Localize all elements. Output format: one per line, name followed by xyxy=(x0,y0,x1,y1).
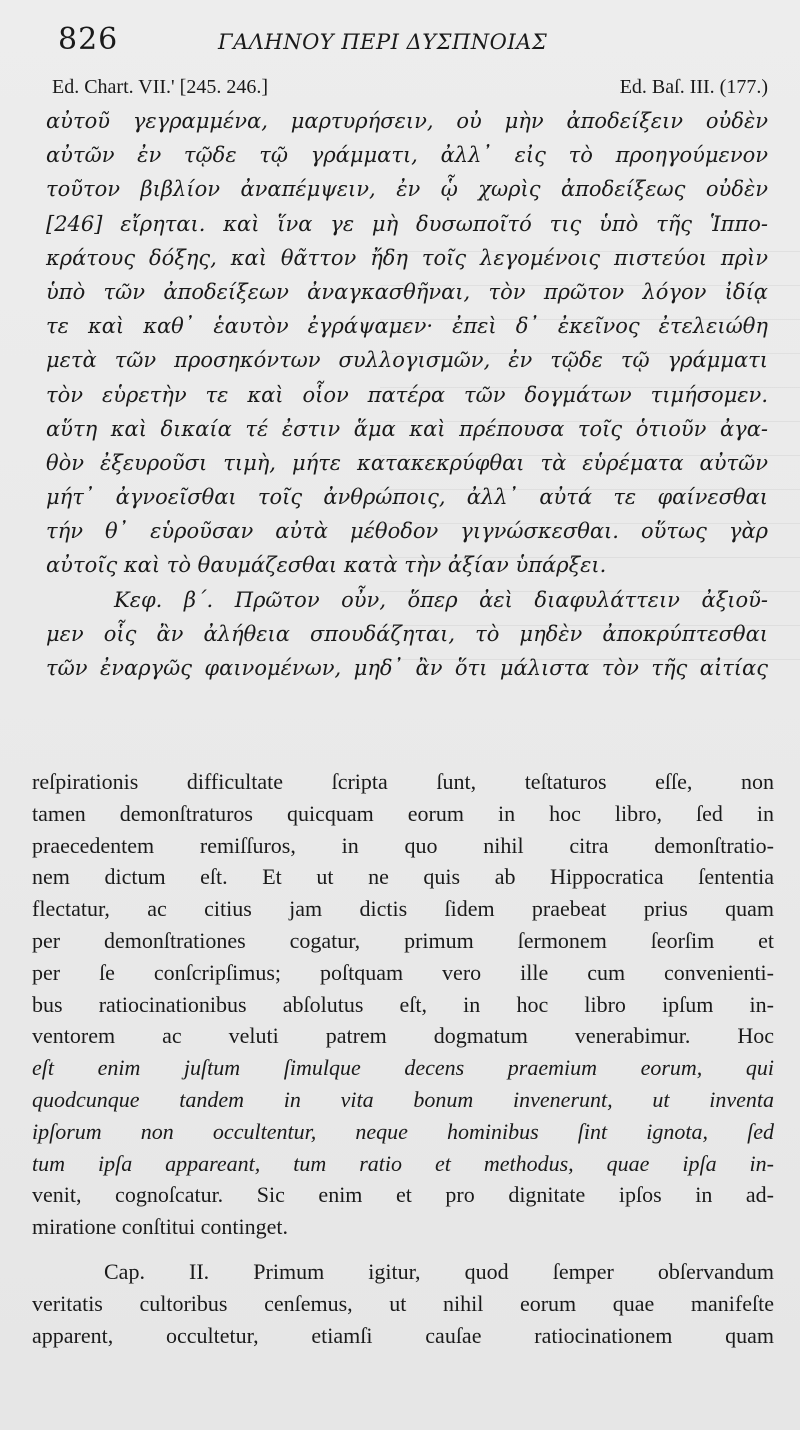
paragraph-gap xyxy=(32,1243,774,1256)
latin-line: apparent, occultetur, etiamſi cauſae ratiocinationem quam xyxy=(32,1322,774,1348)
latin-italic-line: tum ipſa appareant, tum ratio et methodus, quae ipſa in- xyxy=(32,1150,774,1176)
greek-line: τε καὶ καθ᾽ ἑαυτὸν ἐγράψαμεν· ἐπεὶ δ᾽ ἐκεῖνος ἐτελειώθη xyxy=(46,314,768,339)
latin-line: praecedentem remiſſuros, in quo nihil citra demonſtratio- xyxy=(32,832,774,858)
greek-line: τῶν ἐναργῶς φαινομένων, μηδ᾽ ἂν ὅτι μάλιστα τὸν τῆς αἰτίας xyxy=(46,656,768,680)
latin-line: per demonſtrationes cogatur, primum ſermonem ſeorſim et xyxy=(32,927,774,953)
greek-line: αὕτη καὶ δικαία τέ ἐστιν ἅμα καὶ πρέπουσα τοῖς ὁτιοῦν ἀγα- xyxy=(46,416,768,441)
edition-reference-left: Ed. Chart. VII.' [245. 246.] xyxy=(52,76,268,98)
latin-line: reſpirationis difficultate ſcripta ſunt, teſtaturos eſſe, non xyxy=(32,769,774,794)
greek-line: μετὰ τῶν προσηκόντων συλλογισμῶν, ἐν τῷδε τῷ γράμματι xyxy=(46,348,768,373)
latin-line: bus ratiocinationibus abſolutus eſt, in hoc libro ipſum in- xyxy=(32,991,774,1017)
latin-line: flectatur, ac citius jam dictis ſidem praebeat prius quam xyxy=(32,896,774,922)
greek-line: [246] εἴρηται. καὶ ἵνα γε μὴ δυσωποῖτό τις ὑπὸ τῆς Ἱππο- xyxy=(46,211,768,236)
latin-line: miratione conſtitui continget. xyxy=(32,1214,288,1240)
greek-line: κράτους δόξης, καὶ θᾶττον ἤδη τοῖς λεγομένοις πιστεύοι πρὶν xyxy=(46,245,768,270)
latin-line: per ſe conſcripſimus; poſtquam vero ille cum convenienti- xyxy=(32,959,774,985)
greek-line: αὐτοῦ γεγραμμένα, μαρτυρήσειν, οὐ μὴν ἀποδείξειν οὐδὲν xyxy=(46,109,768,133)
greek-text-block xyxy=(46,104,768,685)
latin-italic-line: ipſorum non occultentur, neque hominibus ſint ignota, ſed xyxy=(32,1118,774,1144)
latin-line: venit, cognoſcatur. Sic enim et pro dignitate ipſos in ad- xyxy=(32,1182,774,1208)
latin-line: tamen demonſtraturos quicquam eorum in hoc libro, ſed in xyxy=(32,800,774,826)
greek-line: αὐτῶν ἐν τῷδε τῷ γράμματι, ἀλλ᾽ εἰς τὸ προηγούμενον xyxy=(46,143,768,168)
greek-line: θὸν ἐξευροῦσι τιμὴ, μήτε κατακεκρύφθαι τὰ εὑρέματα αὐτῶν xyxy=(46,450,768,475)
latin-italic-line: quodcunque tandem in vita bonum invenerunt, ut inventa xyxy=(32,1086,774,1112)
greek-line: τήν θ᾽ εὑροῦσαν αὐτὰ μέθοδον γιγνώσκεσθαι. οὕτως γὰρ xyxy=(46,519,768,544)
latin-line: veritatis cultoribus cenſemus, ut nihil eorum quae manifeſte xyxy=(32,1290,774,1316)
latin-chapter-heading-line: Cap. II. Primum igitur, quod ſemper obſervandum xyxy=(104,1258,774,1284)
latin-line: ventorem ac veluti patrem dogmatum venerabimur. Hoc xyxy=(32,1023,774,1049)
latin-text-block xyxy=(32,766,774,1351)
running-title: ΓΑΛΗΝΟΥ ΠΕΡΙ ΔΥΣΠΝΟΙΑΣ xyxy=(218,30,548,54)
edition-reference-right: Ed. Baſ. III. (177.) xyxy=(619,76,768,98)
greek-chapter-heading-line: Κεφ. β΄. Πρῶτον οὖν, ὅπερ ἀεὶ διαφυλάττειν ἀξιοῦ- xyxy=(114,587,768,612)
greek-line: μεν οἷς ἂν ἀλήθεια σπουδάζηται, τὸ μηδὲν ἀποκρύπτεσθαι xyxy=(46,621,768,646)
greek-line: αὐτοῖς καὶ τὸ θαυμάζεσθαι κατὰ τὴν ἀξίαν ὑπάρξει. xyxy=(46,553,607,578)
page-number: 826 xyxy=(58,22,119,57)
greek-line: τοῦτον βιβλίον ἀναπέμψειν, ἐν ᾧ χωρὶς ἀποδείξεως οὐδὲν xyxy=(46,177,768,202)
latin-italic-line: eſt enim juſtum ſimulque decens praemium eorum, qui xyxy=(32,1055,774,1081)
greek-line: μήτ᾽ ἀγνοεῖσθαι τοῖς ἀνθρώποις, ἀλλ᾽ αὐτά τε φαίνεσθαι xyxy=(46,485,768,510)
latin-line: nem dictum eſt. Et ut ne quis ab Hippocratica ſententia xyxy=(32,864,774,890)
greek-line: τὸν εὑρετὴν τε καὶ οἷον πατέρα τῶν δογμάτων τιμήσομεν. xyxy=(46,382,768,407)
greek-line: ὑπὸ τῶν ἀποδείξεων ἀναγκασθῆναι, τὸν πρῶτον λόγον ἰδίᾳ xyxy=(46,279,768,304)
